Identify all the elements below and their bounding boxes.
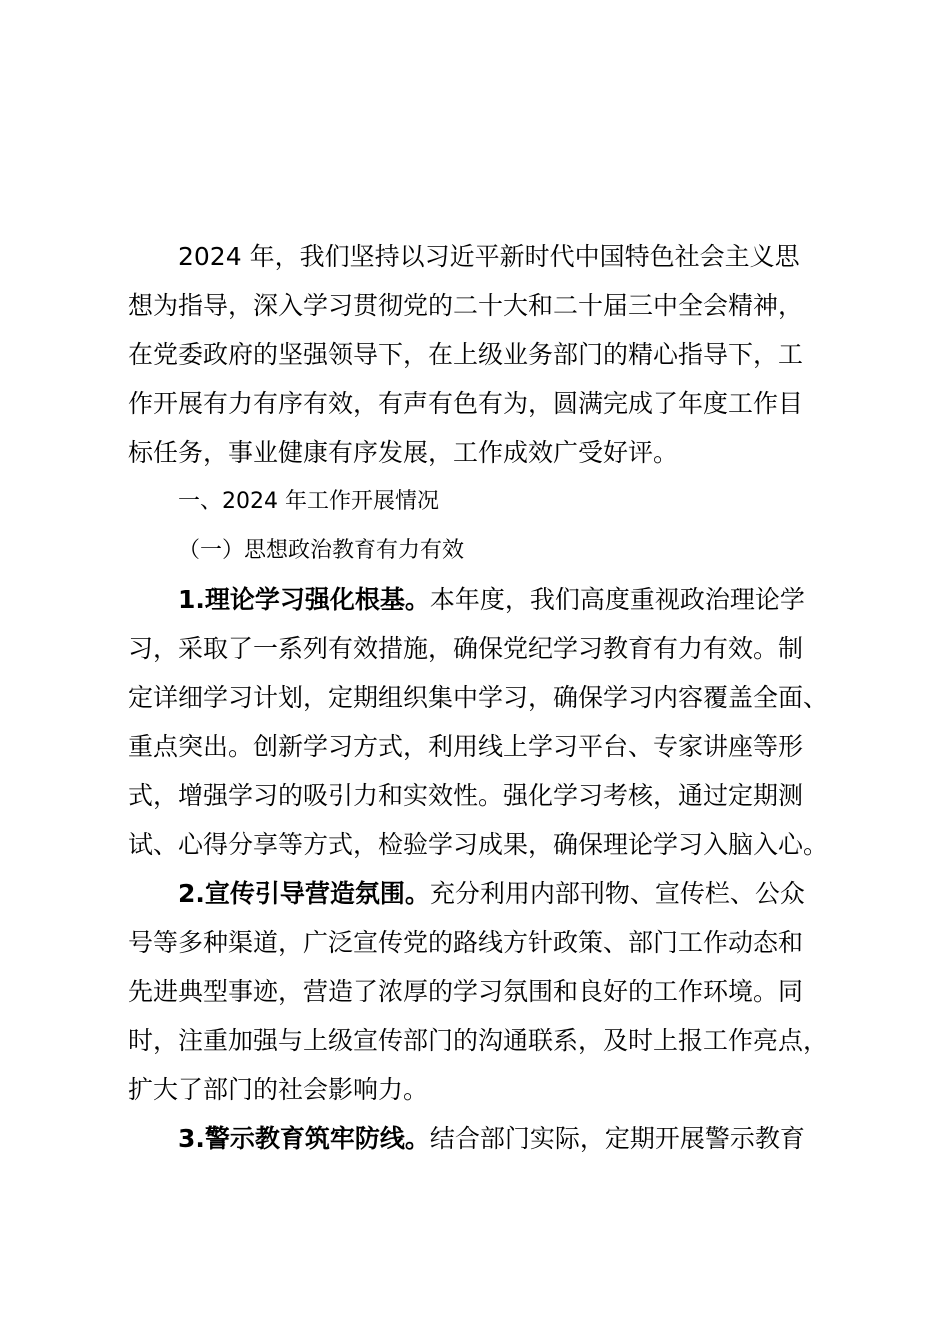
item1-line: 试、心得分享等方式，检验学习成果，确保理论学习入脑入心。: [128, 830, 829, 859]
item2-title: 2.宣传引导营造氛围。: [178, 879, 430, 908]
item1-line: 式，增强学习的吸引力和实效性。强化学习考核，通过定期测: [128, 781, 804, 810]
item1-line: 重点突出。创新学习方式，利用线上学习平台、专家讲座等形: [128, 732, 804, 761]
item2-line: 先进典型事迹，营造了浓厚的学习氛围和良好的工作环境。同: [128, 977, 804, 1006]
item1-title: 1.理论学习强化根基。: [178, 585, 430, 614]
intro-paragraph-line: 作开展有力有序有效，有声有色有为，圆满完成了年度工作目: [128, 389, 804, 418]
subsection-heading: （一）思想政治教育有力有效: [178, 538, 465, 563]
intro-paragraph-line: 想为指导，深入学习贯彻党的二十大和二十届三中全会精神，: [128, 291, 804, 320]
document-body: [128, 232, 840, 1163]
item2-line: 扩大了部门的社会影响力。: [128, 1075, 429, 1104]
intro-paragraph-line: 标任务，事业健康有序发展，工作成效广受好评。: [128, 438, 679, 467]
item3-title: 3.警示教育筑牢防线。: [178, 1124, 430, 1153]
item3-text: 结合部门实际，定期开展警示教育: [429, 1124, 805, 1153]
item2-line: 号等多种渠道，广泛宣传党的路线方针政策、部门工作动态和: [128, 928, 804, 957]
item2-first-line: [128, 869, 840, 918]
intro-paragraph-line: 2024 年，我们坚持以习近平新时代中国特色社会主义思: [178, 242, 800, 271]
item1-first-line: [128, 575, 840, 624]
intro-paragraph-line: 在党委政府的坚强领导下，在上级业务部门的精心指导下，工: [128, 340, 804, 369]
section-heading: 一、2024 年工作开展情况: [178, 489, 439, 514]
item1-line: 习，采取了一系列有效措施，确保党纪学习教育有力有效。制: [128, 634, 804, 663]
item2-text: 充分利用内部刊物、宣传栏、公众: [429, 879, 805, 908]
item1-line: 定详细学习计划，定期组织集中学习，确保学习内容覆盖全面、: [128, 683, 829, 712]
item1-text: 本年度，我们高度重视政治理论学: [429, 585, 805, 614]
item3-first-line: [128, 1114, 840, 1163]
item2-line: 时，注重加强与上级宣传部门的沟通联系，及时上报工作亮点，: [128, 1026, 829, 1055]
